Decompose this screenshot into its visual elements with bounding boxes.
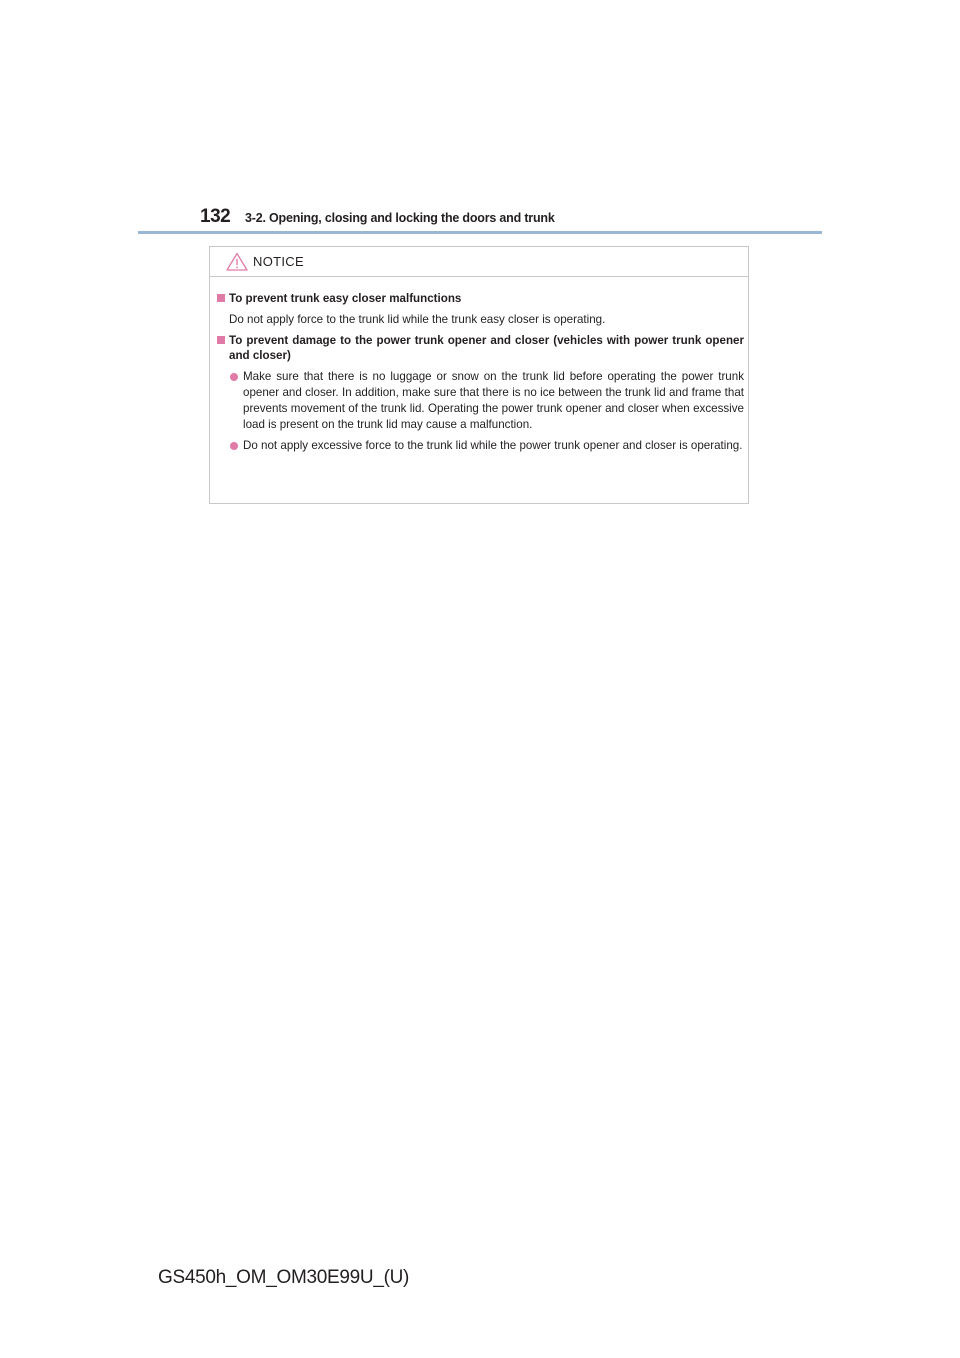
section-title: 3-2. Opening, closing and locking the doors and trunk	[245, 211, 555, 225]
item-text: Do not apply force to the trunk lid while the trunk easy closer is operating.	[229, 312, 606, 326]
sub-list-item	[229, 438, 744, 454]
sub-item-text: Make sure that there is no luggage or snow on the trunk lid before operating the power trunk opener and closer. In addition, make sure that there is no ice between the trunk lid and frame that prevents movement of the trunk lid. Operating the power trunk opener and closer when excessive load is present on the trunk lid may cause a malfunction.	[243, 369, 744, 431]
notice-body	[217, 291, 744, 459]
warning-triangle-icon	[226, 252, 248, 271]
notice-box	[209, 246, 749, 504]
round-bullet-icon	[230, 373, 238, 381]
square-bullet-icon	[217, 336, 225, 344]
page-header	[138, 200, 822, 234]
square-bullet-icon	[217, 294, 225, 302]
item-heading	[217, 291, 744, 307]
item-heading-text: To prevent trunk easy closer malfunctions	[229, 292, 462, 305]
item-heading-text: To prevent damage to the power trunk opener and closer (vehicles with power trunk opener and closer)	[229, 333, 744, 362]
sub-item-text: Do not apply excessive force to the trunk lid while the power trunk opener and closer is operating.	[243, 438, 743, 452]
item-heading	[217, 333, 744, 364]
round-bullet-icon	[230, 442, 238, 450]
header-rule	[138, 231, 822, 234]
sub-list	[217, 369, 744, 454]
sub-list-item	[229, 369, 744, 433]
manual-code: GS450h_OM_OM30E99U_(U)	[158, 1267, 410, 1288]
notice-label: NOTICE	[253, 254, 304, 269]
notice-header	[210, 247, 748, 277]
page-number: 132	[200, 206, 231, 227]
